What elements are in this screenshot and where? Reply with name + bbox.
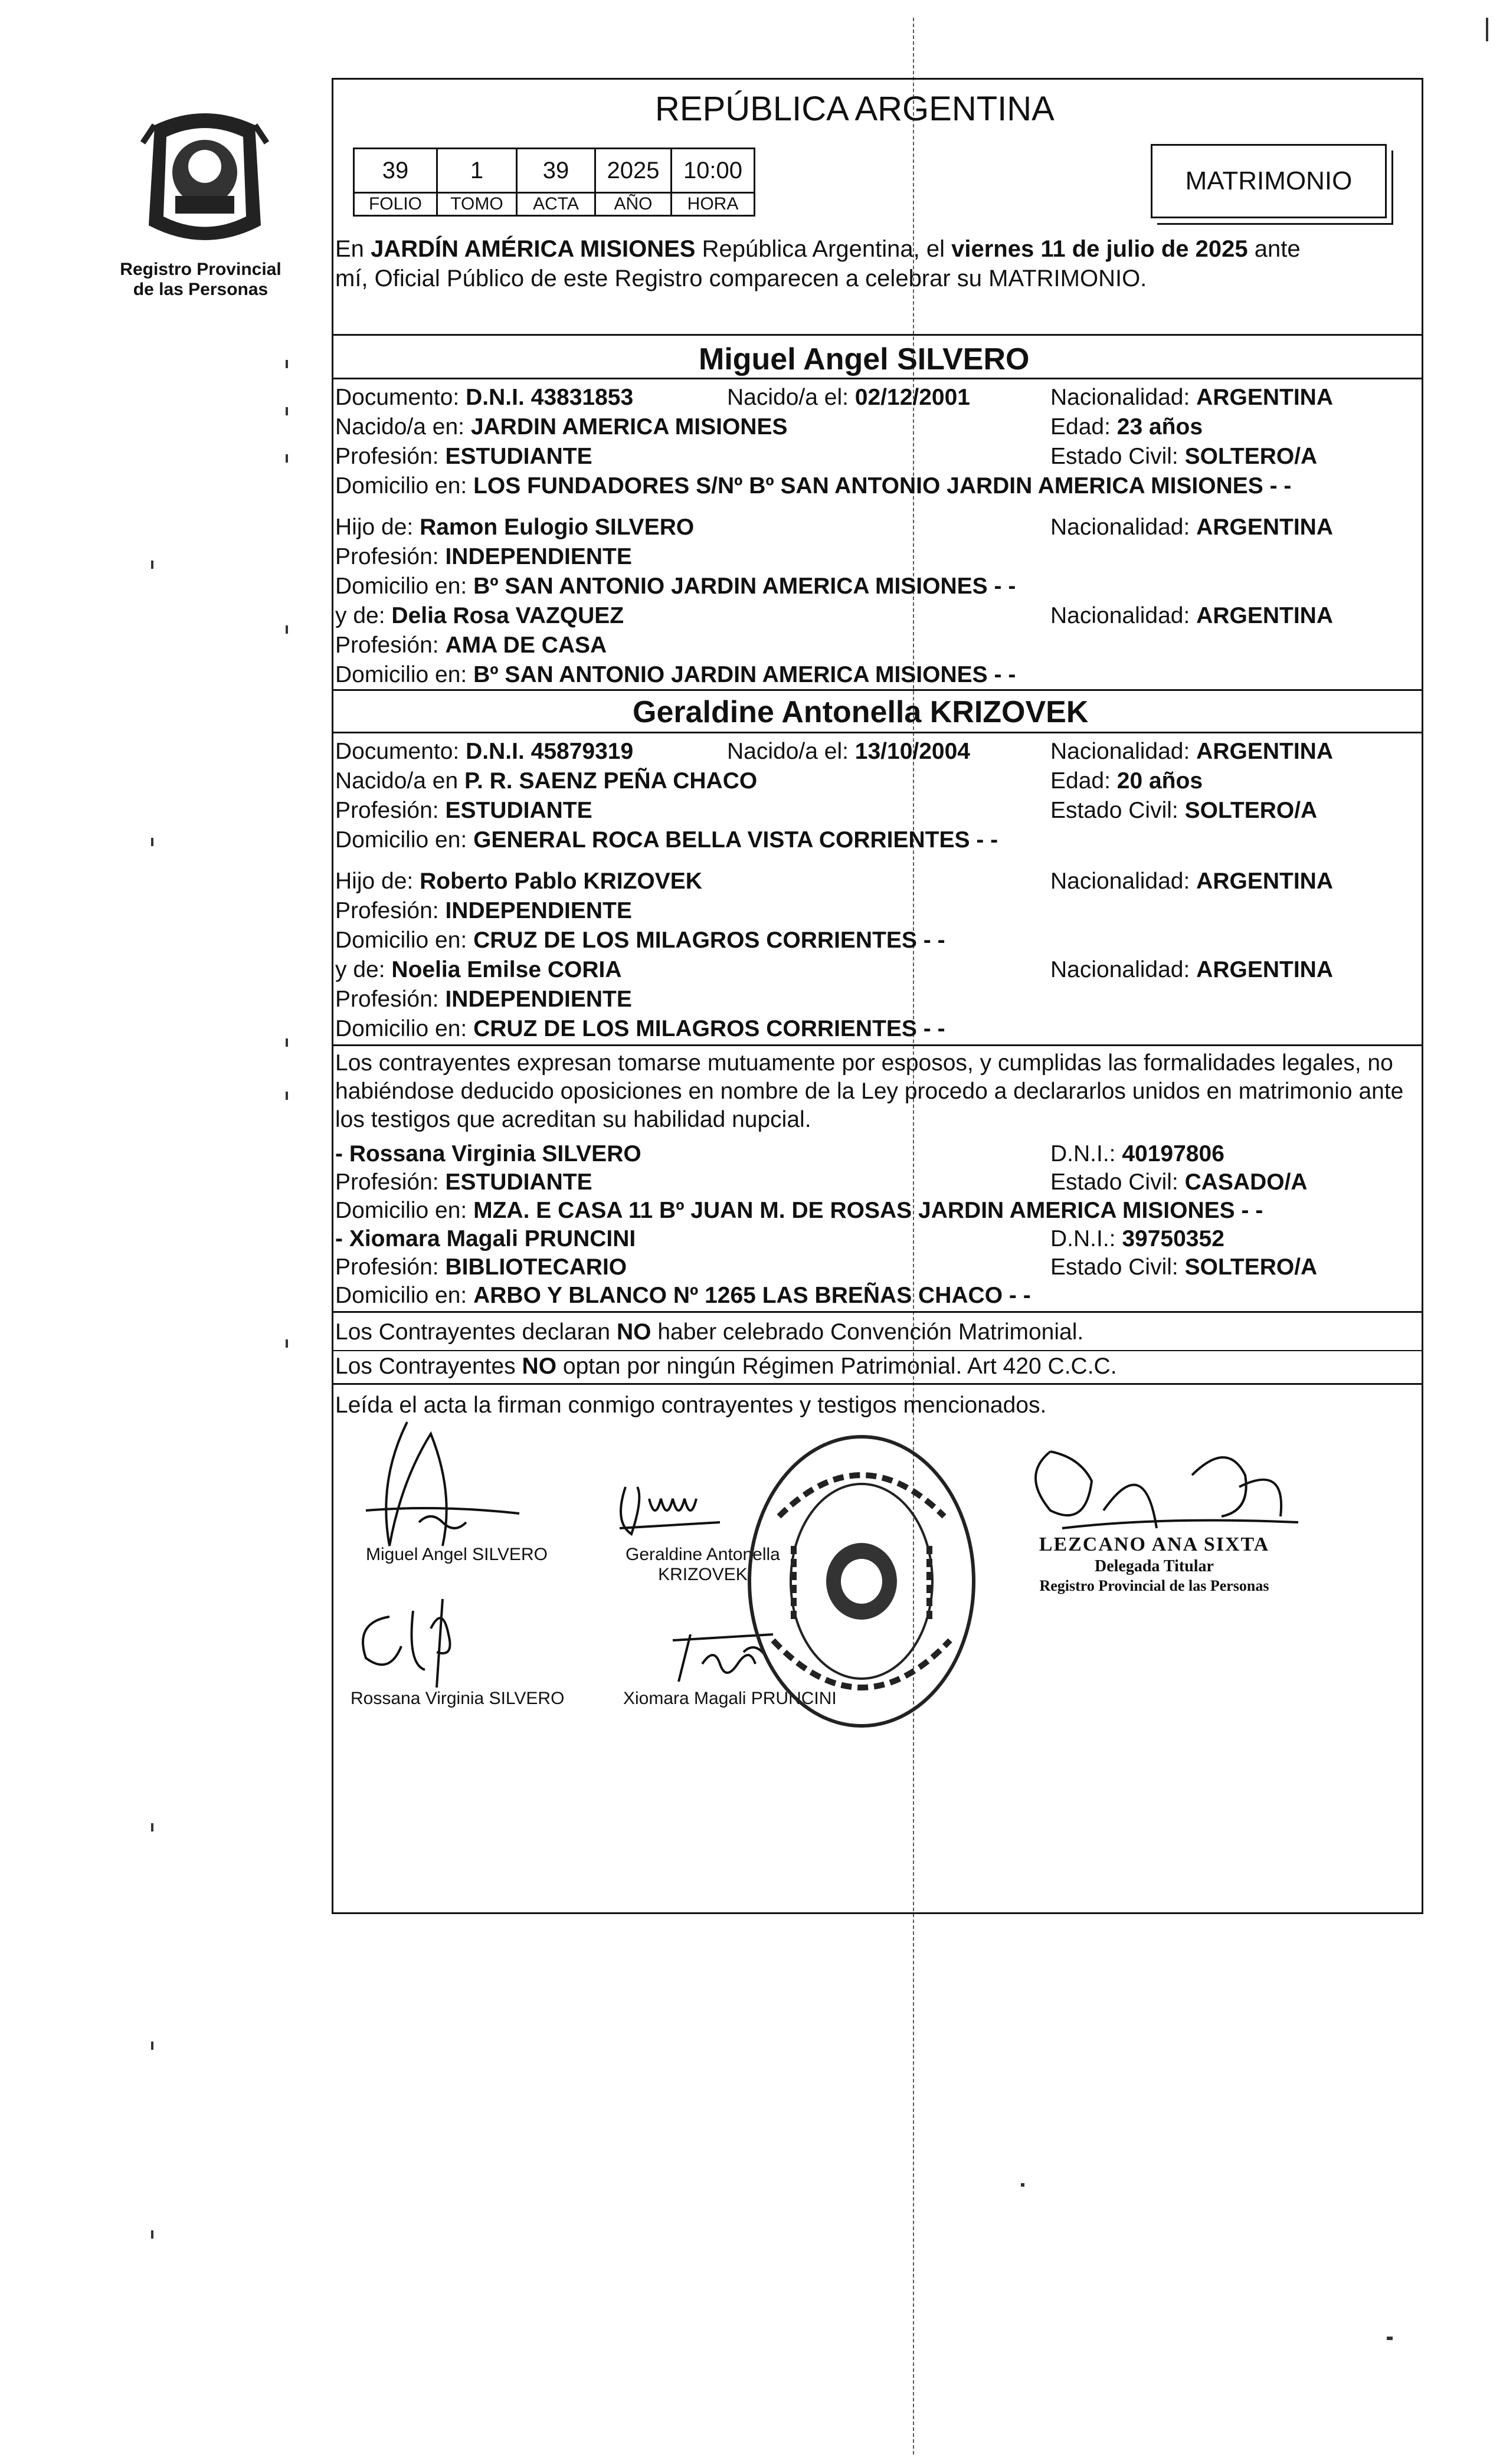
officer-title: Delegada Titular — [1095, 1557, 1214, 1575]
margin-mark — [151, 2230, 153, 2239]
witness1-name: - Rossana Virginia SILVERO — [335, 1141, 641, 1167]
intro-line1: En JARDÍN AMÉRICA MISIONES República Argentina, el viernes 11 de julio de 2025 ante — [335, 236, 1301, 262]
groom-place: Nacido/a en: JARDIN AMERICA MISIONES — [335, 414, 788, 440]
divider — [332, 732, 1423, 733]
groom-father-nat: Nacionalidad: ARGENTINA — [1050, 515, 1334, 540]
groom-doc: Documento: D.N.I. 43831853 — [335, 385, 634, 410]
provincial-seal — [131, 107, 279, 249]
corner-mark — [1486, 18, 1488, 41]
groom-prof: Profesión: ESTUDIANTE — [335, 444, 592, 469]
official-stamp — [738, 1428, 985, 1747]
groom-nat: Nacionalidad: ARGENTINA — [1050, 385, 1334, 410]
divider — [332, 378, 1423, 379]
groom-father-dom: Domicilio en: Bº SAN ANTONIO JARDIN AMERICA MISIONES - - — [335, 574, 1016, 599]
witness2-dom: Domicilio en: ARBO Y BLANCO Nº 1265 LAS BREÑAS CHACO - - — [335, 1283, 1031, 1308]
bride-prof: Profesión: ESTUDIANTE — [335, 798, 592, 823]
witness2-dni: D.N.I.: 39750352 — [1050, 1226, 1224, 1251]
margin-mark — [286, 407, 288, 415]
bride-father: Hijo de: Roberto Pablo KRIZOVEK — [335, 869, 702, 894]
divider — [332, 334, 1423, 336]
witness1-dom: Domicilio en: MZA. E CASA 11 Bº JUAN M. DE ROSAS JARDIN AMERICA MISIONES - - — [335, 1198, 1263, 1223]
margin-mark — [151, 561, 153, 569]
witness1-dni: D.N.I.: 40197806 — [1050, 1141, 1224, 1167]
tomo-label: TOMO — [437, 193, 517, 216]
groom-dom: Domicilio en: LOS FUNDADORES S/Nº Bº SAN ANTONIO JARDIN AMERICA MISIONES - - — [335, 473, 1292, 499]
bride-place: Nacido/a en P. R. SAENZ PEÑA CHACO — [335, 768, 758, 794]
page-title: REPÚBLICA ARGENTINA — [655, 90, 1055, 128]
folio-label: FOLIO — [354, 193, 437, 216]
act-type: MATRIMONIO — [1185, 166, 1353, 195]
regime-line2: Los Contrayentes NO optan por ningún Régimen Patrimonial. Art 420 C.C.C. — [335, 1354, 1117, 1379]
hora-label: HORA — [672, 193, 755, 216]
groom-mother-prof: Profesión: AMA DE CASA — [335, 633, 607, 658]
bride-name: Geraldine Antonella KRIZOVEK — [633, 695, 1089, 729]
witness2-signature-label: Xiomara Magali PRUNCINI — [623, 1689, 837, 1708]
bride-father-nat: Nacionalidad: ARGENTINA — [1050, 869, 1334, 894]
witness1-signature-label: Rossana Virginia SILVERO — [351, 1689, 565, 1708]
margin-mark — [286, 454, 288, 463]
witness1-prof: Profesión: ESTUDIANTE — [335, 1169, 592, 1195]
tomo-value: 1 — [437, 149, 517, 193]
bride-civil: Estado Civil: SOLTERO/A — [1050, 798, 1318, 823]
officer-org: Registro Provincial de las Personas — [1039, 1577, 1269, 1594]
declaration-text: Los contrayentes expresan tomarse mutuamente por esposos, y cumplidas las formalidades legales, no habiéndose deducido oposiciones en nombre de la Ley procedo a declararlos unidos en matrimonio ante los testigos que acreditan su habilidad nupcial. — [335, 1050, 1404, 1132]
acta-value: 39 — [517, 149, 595, 193]
page-mark — [1387, 2337, 1393, 2340]
bride-born: Nacido/a el: 13/10/2004 — [727, 739, 970, 764]
divider — [332, 1350, 1423, 1351]
bride-doc: Documento: D.N.I. 45879319 — [335, 739, 634, 764]
bride-mother-nat: Nacionalidad: ARGENTINA — [1050, 957, 1334, 982]
groom-mother-nat: Nacionalidad: ARGENTINA — [1050, 603, 1334, 628]
witness1-civil: Estado Civil: CASADO/A — [1050, 1169, 1308, 1195]
divider — [332, 689, 1423, 691]
officer-block — [1013, 1533, 1296, 1595]
seal-label: Registro Provincial de las Personas — [120, 260, 281, 299]
registry-table — [353, 148, 755, 217]
act-type-box — [1151, 144, 1387, 218]
acta-label: ACTA — [517, 193, 595, 216]
margin-mark — [286, 360, 288, 368]
divider — [332, 1044, 1423, 1046]
bride-nat: Nacionalidad: ARGENTINA — [1050, 739, 1334, 764]
bride-father-dom: Domicilio en: CRUZ DE LOS MILAGROS CORRIENTES - - — [335, 928, 945, 953]
margin-mark — [286, 1339, 288, 1348]
witness2-name: - Xiomara Magali PRUNCINI — [335, 1226, 636, 1251]
groom-signature-label: Miguel Angel SILVERO — [366, 1545, 548, 1564]
margin-mark — [151, 2042, 153, 2050]
anio-label: AÑO — [595, 193, 672, 216]
intro-line2: mí, Oficial Público de este Registro comparecen a celebrar su MATRIMONIO. — [335, 266, 1147, 291]
page-mark — [1021, 2183, 1024, 2187]
groom-father: Hijo de: Ramon Eulogio SILVERO — [335, 515, 695, 540]
witness1-signature — [342, 1593, 496, 1699]
groom-born: Nacido/a el: 02/12/2001 — [727, 385, 970, 410]
margin-mark — [151, 838, 153, 846]
regime-line1: Los Contrayentes declaran NO haber celebrado Convención Matrimonial. — [335, 1319, 1084, 1345]
groom-age: Edad: 23 años — [1050, 414, 1203, 440]
groom-father-prof: Profesión: INDEPENDIENTE — [335, 544, 632, 569]
margin-mark — [286, 625, 288, 634]
bride-signature-label: Geraldine Antonella KRIZOVEK — [626, 1545, 780, 1584]
bride-father-prof: Profesión: INDEPENDIENTE — [335, 898, 632, 923]
margin-mark — [286, 1038, 288, 1047]
anio-value: 2025 — [595, 149, 672, 193]
misiones-seal-icon — [131, 107, 279, 249]
folio-value: 39 — [354, 149, 437, 193]
divider — [332, 1383, 1423, 1385]
groom-name: Miguel Angel SILVERO — [699, 342, 1030, 376]
witness2-civil: Estado Civil: SOLTERO/A — [1050, 1254, 1318, 1280]
margin-mark — [151, 1823, 153, 1831]
officer-name: LEZCANO ANA SIXTA — [1039, 1534, 1270, 1555]
groom-mother-dom: Domicilio en: Bº SAN ANTONIO JARDIN AMERICA MISIONES - - — [335, 662, 1016, 687]
bride-age: Edad: 20 años — [1050, 768, 1203, 794]
bride-mother: y de: Noelia Emilse CORIA — [335, 957, 622, 982]
bride-mother-prof: Profesión: INDEPENDIENTE — [335, 987, 632, 1012]
bride-dom: Domicilio en: GENERAL ROCA BELLA VISTA CORRIENTES - - — [335, 827, 998, 853]
divider — [332, 1311, 1423, 1313]
bride-mother-dom: Domicilio en: CRUZ DE LOS MILAGROS CORRIENTES - - — [335, 1016, 945, 1041]
groom-civil: Estado Civil: SOLTERO/A — [1050, 444, 1318, 469]
groom-mother: y de: Delia Rosa VAZQUEZ — [335, 603, 624, 628]
hora-value: 10:00 — [672, 149, 755, 193]
witness2-prof: Profesión: BIBLIOTECARIO — [335, 1254, 627, 1280]
margin-mark — [286, 1092, 288, 1100]
closing-text: Leída el acta la firman conmigo contrayentes y testigos mencionados. — [335, 1392, 1047, 1418]
groom-signature — [342, 1410, 543, 1564]
